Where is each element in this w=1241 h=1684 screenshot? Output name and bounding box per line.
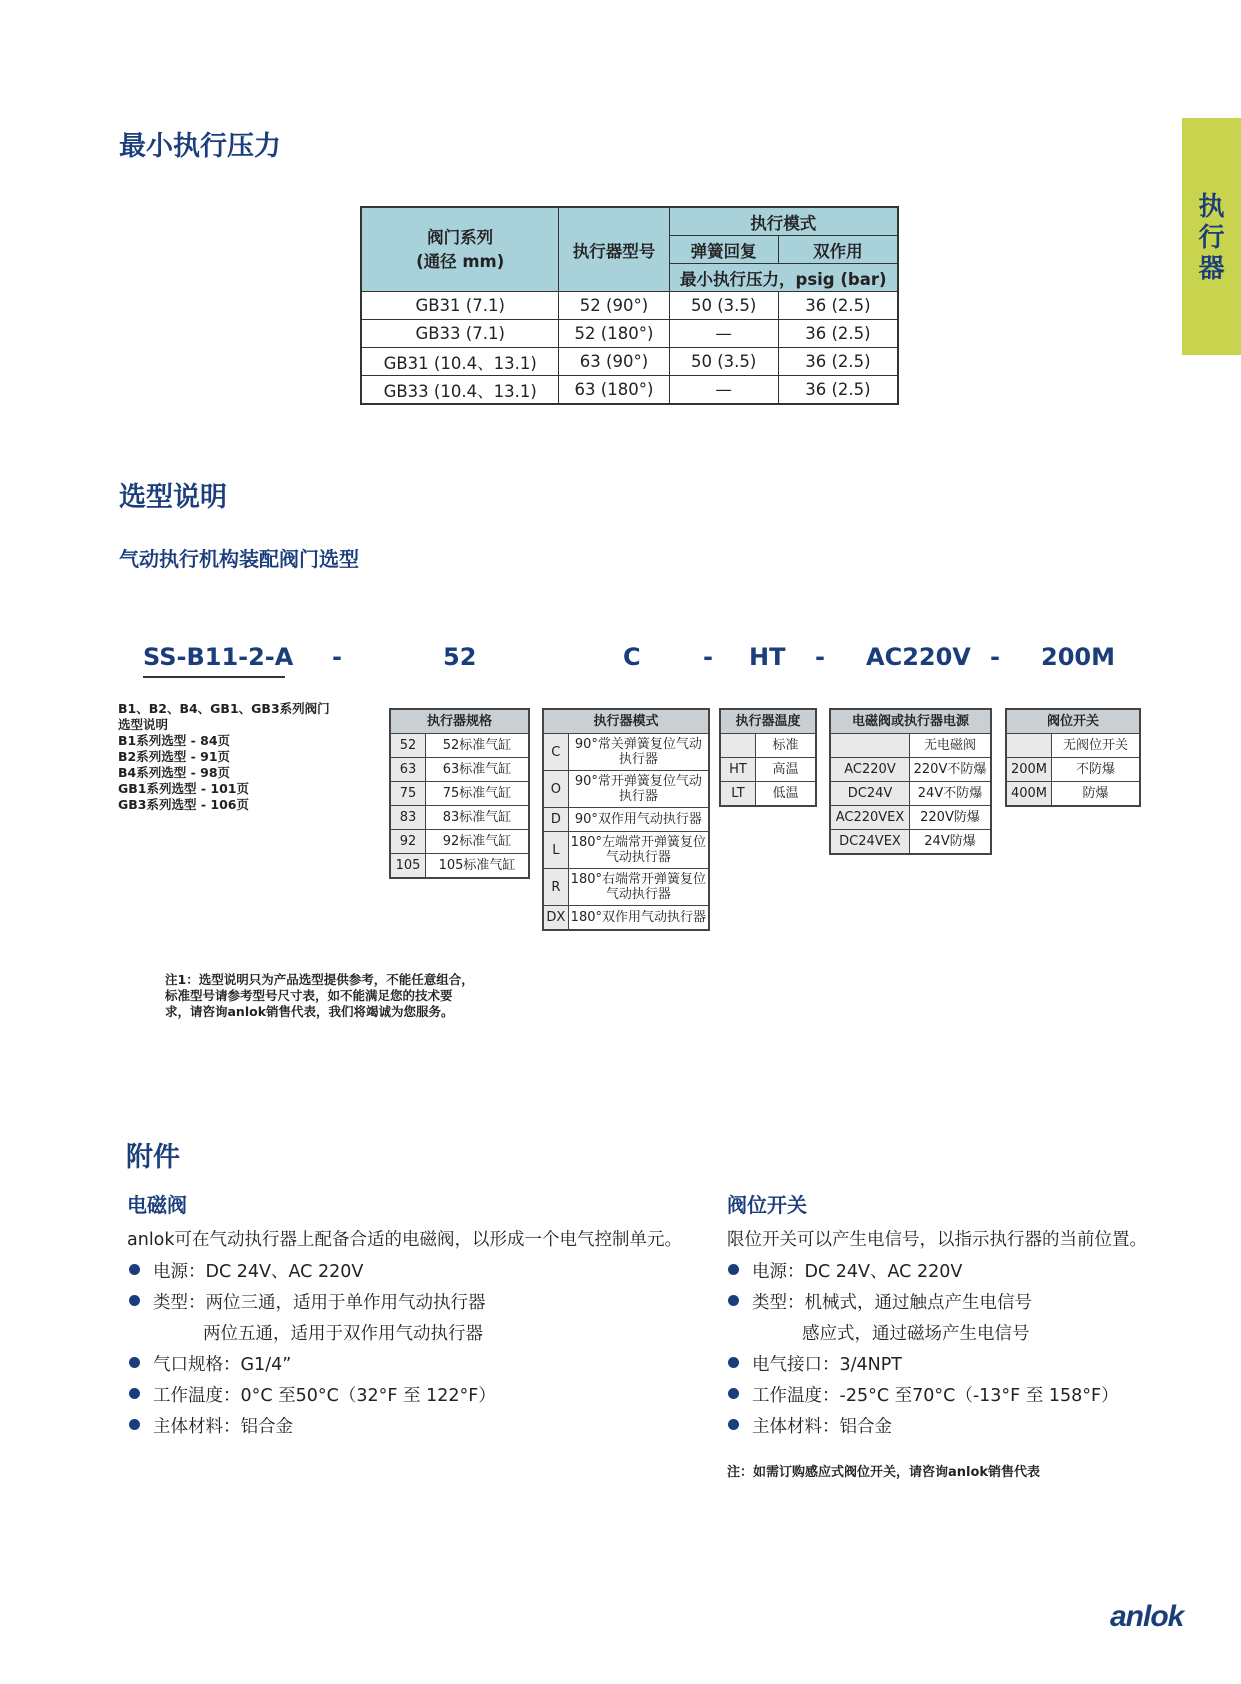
table-row: GB33 (7.1) 52 (180°) — 36 (2.5) [361, 320, 898, 348]
series-header: 阀门系列 (通径 mm) [361, 207, 559, 292]
min-pressure-header: 最小执行压力，psig (bar) [669, 264, 898, 292]
spec-table: 执行器规格 52 52标准气缸 63 63标准气缸 75 75标准气缸 83 83标准气缸 92 92标准气缸 105 105标准气缸 [389, 708, 530, 879]
bullet-icon [129, 1357, 140, 1368]
side-tab-char-2: 行 [1198, 223, 1225, 253]
table-row: GB31 (10.4、13.1) 63 (90°) 50 (3.5) 36 (2.5) [361, 348, 898, 376]
bullet-icon [728, 1264, 739, 1275]
mode-header: 执行模式 [669, 207, 898, 236]
code-underline [143, 676, 285, 678]
spring-header: 弹簧回复 [669, 236, 778, 264]
limit-intro: 限位开关可以产生电信号，以指示执行器的当前位置。 [727, 1230, 1147, 1250]
solenoid-title: 电磁阀 [127, 1193, 187, 1217]
code-dash-1: - [332, 643, 342, 671]
double-header: 双作用 [778, 236, 898, 264]
solenoid-item: 气口规格：G1/4” [153, 1355, 292, 1375]
selection-note: 注1：选型说明只为产品选型提供参考，不能任意组合，标准型号请参考型号尺寸表，如不能满足您的技术要求，请咨询anlok销售代表，我们将竭诚为您服务。 [165, 972, 474, 1019]
mode-table: 执行器模式 C 90°常关弹簧复位气动执行器 O 90°常开弹簧复位气动执行器 D 90°双作用气动执行器 L 180°左端常开弹簧复位气动执行器 R 180°右端常开弹簧复位气动执行器 DX 180°双作用气动执行器 [542, 708, 710, 931]
code-series: SS-B11-2-A [143, 643, 294, 671]
temp-table: 执行器温度 标准 HT 高温 LT 低温 [719, 708, 817, 807]
code-switch: 200M [1041, 643, 1115, 671]
code-temp: HT [749, 643, 786, 671]
switch-table: 阀位开关 无阀位开关 200M 不防爆 400M 防爆 [1005, 708, 1141, 807]
bullet-icon [728, 1357, 739, 1368]
selection-subtitle: 气动执行机构装配阀门选型 [119, 547, 359, 571]
limit-type-line2: 感应式，通过磁场产生电信号 [802, 1324, 1030, 1344]
side-tab-char-1: 执 [1198, 192, 1225, 222]
bullet-icon [129, 1419, 140, 1430]
series-notes: B1、B2、B4、GB1、GB3系列阀门 选型说明 B1系列选型 - 84页 B2系列选型 - 91页 B4系列选型 - 98页 GB1系列选型 - 101页 GB3系列选型 - 106页 [118, 701, 330, 812]
solenoid-item: 工作温度：0°C 至50°C（32°F 至 122°F） [153, 1386, 496, 1406]
code-mode: C [623, 643, 641, 671]
bullet-icon [129, 1295, 140, 1306]
side-tab-char-3: 器 [1198, 254, 1225, 284]
table-row: GB33 (10.4、13.1) 63 (180°) — 36 (2.5) [361, 376, 898, 405]
table-row: GB31 (7.1) 52 (90°) 50 (3.5) 36 (2.5) [361, 292, 898, 320]
limit-title: 阀位开关 [727, 1193, 807, 1217]
accessories-title: 附件 [126, 1142, 180, 1173]
code-dash-3: - [815, 643, 825, 671]
bullet-icon [129, 1388, 140, 1399]
power-table: 电磁阀或执行器电源 无电磁阀 AC220V 220V不防爆 DC24V 24V不防爆 AC220VEX 220V防爆 DC24VEX 24V防爆 [829, 708, 992, 855]
limit-item: 电气接口：3/4NPT [752, 1355, 902, 1375]
solenoid-intro: anlok可在气动执行器上配备合适的电磁阀，以形成一个电气控制单元。 [127, 1230, 683, 1250]
code-dash-4: - [990, 643, 1000, 671]
limit-item: 电源：DC 24V、AC 220V [752, 1262, 963, 1282]
limit-item: 工作温度：-25°C 至70°C（-13°F 至 158°F） [752, 1386, 1119, 1406]
solenoid-item: 类型：两位三通，适用于单作用气动执行器 [153, 1293, 486, 1313]
code-dash-2: - [703, 643, 713, 671]
anlok-logo: anlok [1110, 1600, 1184, 1633]
min-pressure-title: 最小执行压力 [119, 131, 281, 162]
limit-note: 注：如需订购感应式阀位开关，请咨询anlok销售代表 [727, 1465, 1041, 1480]
solenoid-item: 电源：DC 24V、AC 220V [153, 1262, 364, 1282]
solenoid-item: 主体材料：铝合金 [153, 1417, 293, 1437]
solenoid-type-line2: 两位五通，适用于双作用气动执行器 [203, 1324, 483, 1344]
code-size: 52 [443, 643, 477, 671]
limit-item: 类型：机械式，通过触点产生电信号 [752, 1293, 1032, 1313]
selection-title: 选型说明 [119, 482, 227, 513]
code-power: AC220V [866, 643, 971, 671]
side-tab [1182, 118, 1241, 355]
limit-item: 主体材料：铝合金 [752, 1417, 892, 1437]
actuator-header: 执行器型号 [559, 207, 669, 292]
bullet-icon [728, 1295, 739, 1306]
bullet-icon [728, 1388, 739, 1399]
min-pressure-table [360, 206, 899, 405]
bullet-icon [129, 1264, 140, 1275]
bullet-icon [728, 1419, 739, 1430]
